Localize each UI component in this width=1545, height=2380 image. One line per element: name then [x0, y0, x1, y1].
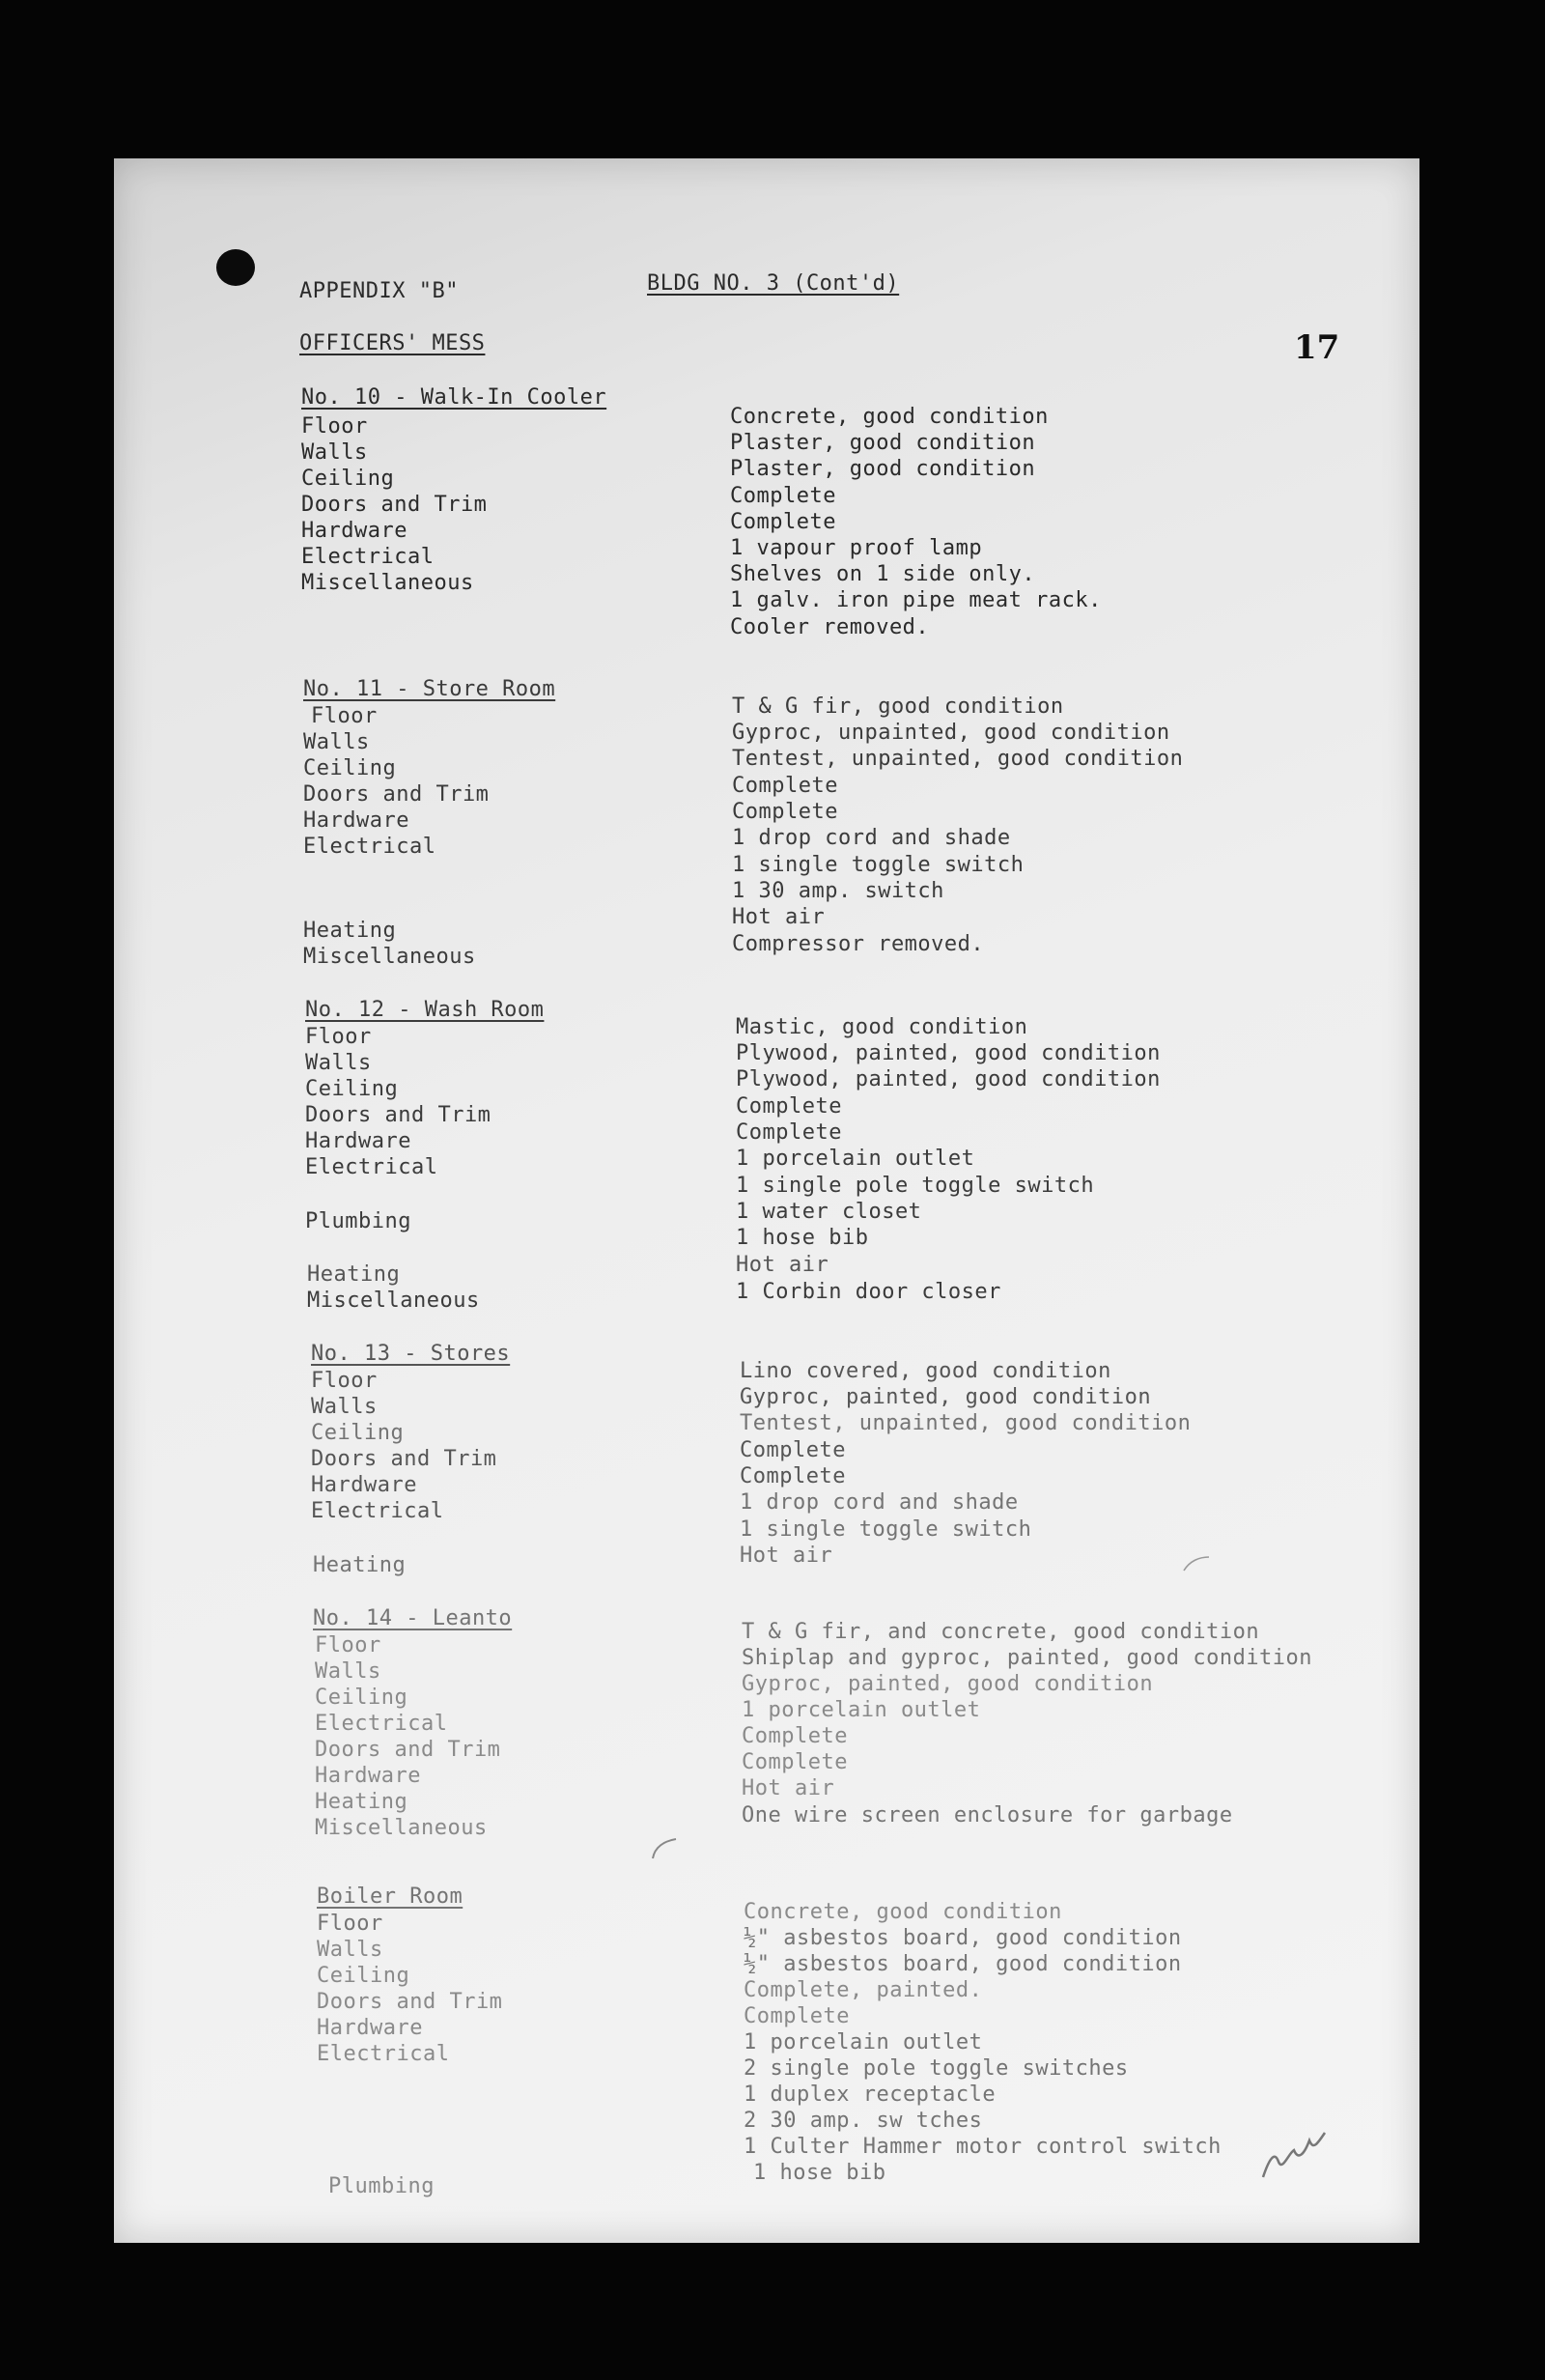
- row-label: Electrical: [315, 1712, 448, 1736]
- row-label: Doors and Trim: [301, 493, 488, 517]
- row-label: Walls: [301, 440, 368, 465]
- row-value: Gyproc, painted, good condition: [742, 1672, 1154, 1696]
- row-value: 1 duplex receptacle: [744, 2082, 997, 2107]
- row-value: Hot air: [740, 1544, 833, 1568]
- row-label: Heating: [307, 1262, 401, 1287]
- row-value: 1 porcelain outlet: [742, 1698, 981, 1722]
- row-label: Walls: [305, 1051, 372, 1075]
- row-value: Plaster, good condition: [730, 457, 1036, 481]
- row-value: Complete: [740, 1464, 846, 1488]
- row-value: Complete: [742, 1724, 848, 1748]
- section-subtitle: OFFICERS' MESS: [299, 331, 486, 355]
- row-value: ½" asbestos board, good condition: [744, 1926, 1182, 1950]
- row-label: Walls: [303, 730, 370, 754]
- row-value: Complete: [732, 800, 838, 824]
- row-label: Doors and Trim: [311, 1447, 497, 1471]
- row-value: Gyproc, unpainted, good condition: [732, 721, 1170, 745]
- row-value: Complete, painted.: [744, 1978, 983, 2002]
- section-title-boiler-room: Boiler Room: [317, 1884, 464, 1909]
- row-value: Shelves on 1 side only.: [730, 562, 1036, 586]
- row-value: Tentest, unpainted, good condition: [740, 1411, 1192, 1435]
- row-label: Heating: [315, 1790, 408, 1814]
- pencil-tick-mark: [645, 1835, 684, 1864]
- row-value: 1 galv. iron pipe meat rack.: [730, 588, 1102, 612]
- row-value: 1 vapour proof lamp: [730, 536, 983, 560]
- row-value: 1 porcelain outlet: [744, 2030, 983, 2054]
- row-label: Doors and Trim: [305, 1103, 492, 1127]
- row-label: Miscellaneous: [301, 571, 474, 595]
- row-value: 1 Corbin door closer: [736, 1280, 1001, 1304]
- row-value: 1 30 amp. switch: [732, 879, 944, 903]
- row-label: Electrical: [311, 1499, 444, 1523]
- row-value: Hot air: [742, 1776, 835, 1800]
- row-label: Hardware: [311, 1473, 417, 1497]
- row-value: T & G fir, and concrete, good condition: [742, 1620, 1260, 1644]
- row-label: Walls: [317, 1938, 383, 1962]
- row-value: T & G fir, good condition: [732, 694, 1064, 719]
- row-value: Tentest, unpainted, good condition: [732, 747, 1184, 771]
- row-label: Hardware: [305, 1129, 411, 1153]
- row-value: ½" asbestos board, good condition: [744, 1952, 1182, 1976]
- row-value: Hot air: [732, 905, 826, 929]
- row-label: Ceiling: [303, 756, 397, 780]
- row-value: Lino covered, good condition: [740, 1359, 1111, 1383]
- appendix-label: APPENDIX "B": [299, 279, 459, 303]
- row-value: Complete: [730, 484, 836, 508]
- row-label: Ceiling: [317, 1964, 410, 1988]
- row-value: Plywood, painted, good condition: [736, 1041, 1161, 1065]
- row-label: Heating: [303, 919, 397, 943]
- row-label: Electrical: [305, 1155, 438, 1179]
- row-value: 1 single toggle switch: [732, 853, 1025, 877]
- row-label: Ceiling: [315, 1686, 408, 1710]
- row-value: Plaster, good condition: [730, 431, 1036, 455]
- row-value: 1 single toggle switch: [740, 1517, 1032, 1542]
- row-value: Shiplap and gyproc, painted, good condition: [742, 1646, 1313, 1670]
- row-label: Plumbing: [305, 1209, 411, 1233]
- row-label: Heating: [313, 1553, 407, 1577]
- building-title: BLDG NO. 3 (Cont'd): [647, 271, 900, 296]
- row-label: Ceiling: [301, 467, 395, 491]
- handwritten-mark: [1255, 2121, 1333, 2189]
- row-label: Electrical: [301, 545, 435, 569]
- row-value: 1 porcelain outlet: [736, 1147, 975, 1171]
- row-value: Mastic, good condition: [736, 1015, 1028, 1039]
- row-label: Hardware: [301, 519, 407, 543]
- row-label: Hardware: [303, 808, 409, 833]
- row-value: Hot air: [736, 1253, 829, 1277]
- row-label: Miscellaneous: [307, 1289, 480, 1313]
- row-value: 1 hose bib: [753, 2161, 886, 2185]
- row-value: Complete: [744, 2004, 850, 2028]
- row-label: Hardware: [315, 1764, 421, 1788]
- page-number: 17: [1294, 328, 1340, 367]
- row-value: 1 drop cord and shade: [740, 1490, 1019, 1515]
- row-label: Electrical: [303, 835, 436, 859]
- row-label: Doors and Trim: [315, 1738, 501, 1762]
- row-value: One wire screen enclosure for garbage: [742, 1803, 1233, 1828]
- row-label: Floor: [311, 1369, 378, 1393]
- row-value: Plywood, painted, good condition: [736, 1067, 1161, 1091]
- row-label: Floor: [305, 1025, 372, 1049]
- row-label: Walls: [311, 1395, 378, 1419]
- row-label: Miscellaneous: [303, 945, 476, 969]
- row-label: Plumbing: [328, 2174, 435, 2198]
- row-value: 1 Culter Hammer motor control switch: [744, 2135, 1222, 2159]
- punch-hole: [216, 249, 255, 286]
- row-value: 2 single pole toggle switches: [744, 2056, 1129, 2081]
- section-title-walk-in-cooler: No. 10 - Walk-In Cooler: [301, 385, 607, 410]
- row-label: Floor: [315, 1633, 381, 1658]
- row-label: Floor: [311, 704, 378, 728]
- row-value: Gyproc, painted, good condition: [740, 1385, 1152, 1409]
- section-title-leanto: No. 14 - Leanto: [313, 1606, 513, 1630]
- row-label: Electrical: [317, 2042, 450, 2066]
- row-label: Ceiling: [305, 1077, 399, 1101]
- row-value: Concrete, good condition: [744, 1900, 1062, 1924]
- row-value: 1 water closet: [736, 1200, 922, 1224]
- row-label: Floor: [301, 414, 368, 439]
- section-title-stores: No. 13 - Stores: [311, 1342, 511, 1366]
- pencil-tick-mark: [1174, 1553, 1213, 1576]
- row-value: Complete: [742, 1750, 848, 1774]
- row-value: Cooler removed.: [730, 615, 930, 639]
- row-value: Concrete, good condition: [730, 405, 1049, 429]
- section-title-wash-room: No. 12 - Wash Room: [305, 998, 545, 1022]
- row-label: Floor: [317, 1912, 383, 1936]
- row-value: Complete: [736, 1094, 842, 1119]
- row-label: Miscellaneous: [315, 1816, 488, 1840]
- row-label: Hardware: [317, 2016, 423, 2040]
- row-value: Complete: [740, 1438, 846, 1462]
- row-label: Doors and Trim: [303, 782, 490, 807]
- row-value: Complete: [730, 510, 836, 534]
- row-label: Walls: [315, 1659, 381, 1684]
- row-value: 1 single pole toggle switch: [736, 1174, 1095, 1198]
- row-label: Ceiling: [311, 1421, 405, 1445]
- row-value: 1 hose bib: [736, 1226, 869, 1250]
- row-label: Doors and Trim: [317, 1990, 503, 2014]
- section-title-store-room: No. 11 - Store Room: [303, 677, 556, 701]
- row-value: Complete: [736, 1120, 842, 1145]
- row-value: 1 drop cord and shade: [732, 826, 1011, 850]
- row-value: 2 30 amp. sw tches: [744, 2109, 983, 2133]
- row-value: Complete: [732, 774, 838, 798]
- row-value: Compressor removed.: [732, 932, 985, 956]
